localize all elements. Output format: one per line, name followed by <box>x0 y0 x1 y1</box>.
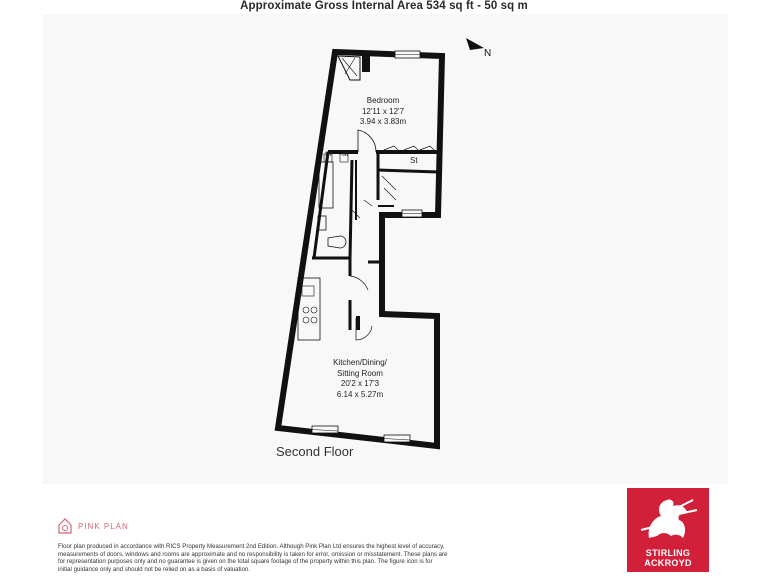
kitchen-partition <box>312 258 382 330</box>
disclaimer-text: Floor plan produced in accordance with RICS Property Measurement 2nd Edition. Although Pink Plan Ltd ensures the highest level of accuracy, measurements of doors, windows and rooms are approximate and no responsibility is taken for error, omission or misstatement. These plans are for representation purposes only and no guarantee is given on the total square footage of the property within this plan. The figure icon is for initial guidance only and should not be relied on as a basis of valuation. <box>58 543 448 573</box>
toilet <box>328 236 346 248</box>
kitchen-name-line1: Kitchen/Dining/ <box>333 358 387 367</box>
compass-label: N <box>484 48 492 59</box>
kitchen-metric: 6.14 x 5.27m <box>336 389 384 399</box>
storage-label: St <box>342 151 349 158</box>
kitchen-name-line2: Sitting Room <box>337 368 383 378</box>
agent-name: STIRLING ACKROYD <box>644 548 692 568</box>
bedroom-imperial: 12'11 x 12'7 <box>361 106 405 116</box>
pink-plan-brand <box>58 518 129 534</box>
storage-label: St <box>410 156 418 165</box>
bedroom-label <box>348 96 418 128</box>
bedroom-name: Bedroom <box>366 96 400 105</box>
floor-label: Second Floor <box>276 444 354 459</box>
kitchen-label <box>320 358 400 400</box>
bedroom-metric: 3.94 x 3.83m <box>359 117 407 126</box>
agent-logo <box>627 488 709 572</box>
pink-plan-logo-icon <box>58 518 72 534</box>
griffin-icon <box>627 488 709 548</box>
kitchen-imperial: 20'2 x 17'3 <box>340 379 380 388</box>
north-arrow-icon <box>466 38 484 50</box>
gross-area-title: Approximate Gross Internal Area 534 sq ft - 50 sq m <box>240 0 528 12</box>
storage-label: St <box>325 151 332 158</box>
pink-plan-text: PINK PLAN <box>78 521 129 531</box>
